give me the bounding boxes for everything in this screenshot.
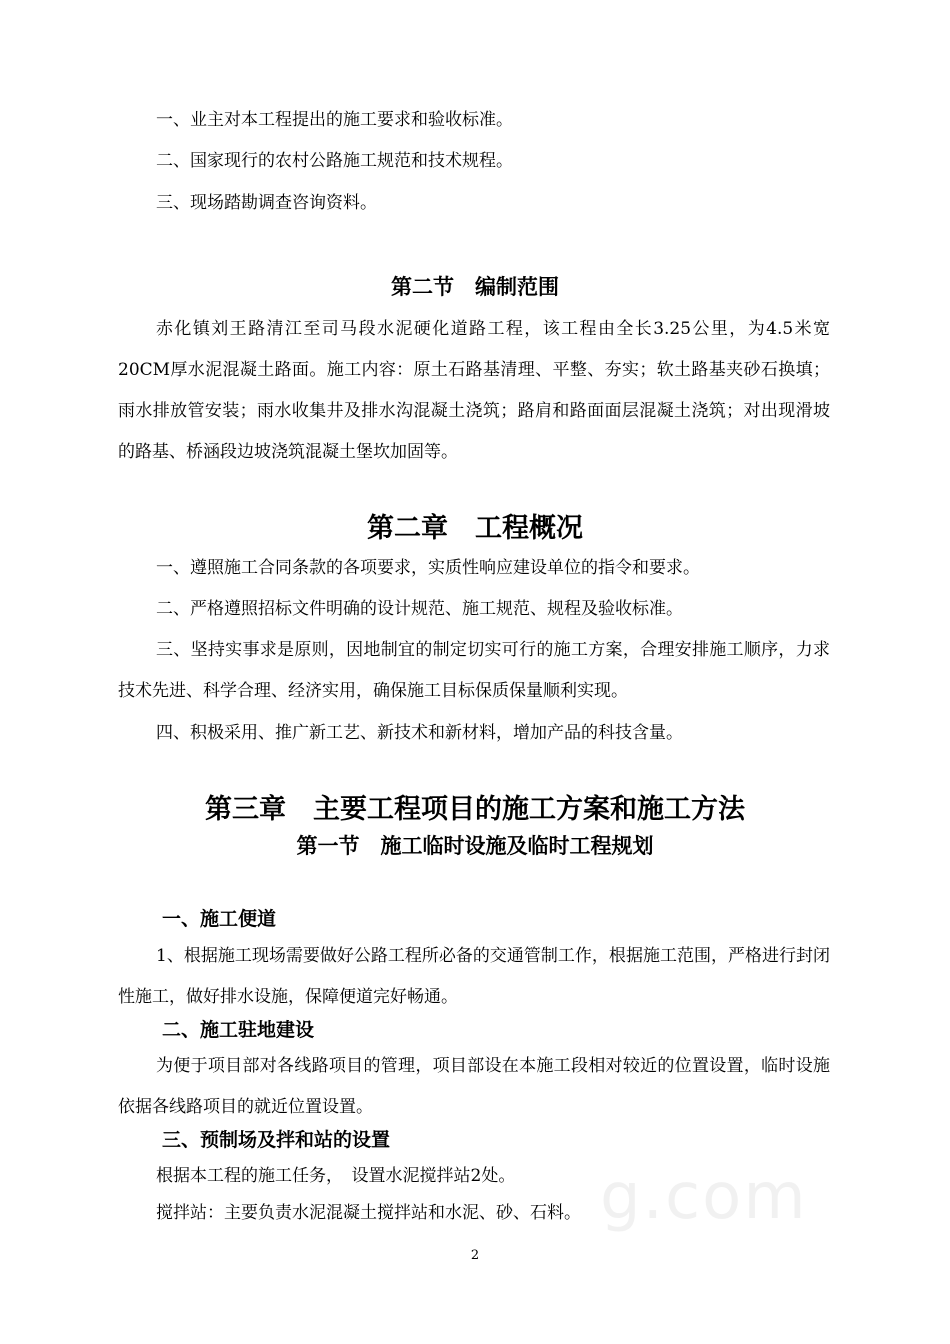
intro-item-1: 一、业主对本工程提出的施工要求和验收标准。 [156,110,513,130]
intro-item-2: 二、国家现行的农村公路施工规范和技术规程。 [156,151,513,171]
mixing-station-body-2: 搅拌站：主要负责水泥混凝土搅拌站和水泥、砂、石料。 [156,1203,581,1223]
page-number: 2 [470,1248,480,1263]
site-camp-body: 为便于项目部对各线路项目的管理，项目部设在本施工段相对较近的位置设置，临时设施依据各线路项目的就近位置设置。 [118,1056,830,1117]
chapter-3-heading: 第三章 主要工程项目的施工方案和施工方法 [205,794,745,825]
chapter-3-section-1-heading: 第一节 施工临时设施及临时工程规划 [296,834,654,858]
chapter-2-item-3: 三、坚持实事求是原则，因地制宜的制定切实可行的施工方案，合理安排施工顺序，力求技术先进、科学合理、经济实用，确保施工目标保质保量顺利实现。 [118,640,830,701]
section-2-body: 赤化镇刘王路清江至司马段水泥硬化道路工程，该工程由全长3.25公里，为4.5米宽20CM厚水泥混凝土路面。施工内容：原土石路基清理、平整、夯实；软土路基夹砂石换填；雨水排放管安装；雨水收集井及排水沟混凝土浇筑；路肩和路面面层混凝土浇筑；对出现滑坡的路基、桥涵段边坡浇筑混凝土堡坎加固等。 [118,319,830,462]
chapter-2-item-1: 一、遵照施工合同条款的各项要求，实质性响应建设单位的指令和要求。 [156,558,700,578]
subheading-mixing-station: 三、预制场及拌和站的设置 [162,1129,391,1151]
intro-item-3: 三、现场踏勘调查咨询资料。 [156,193,377,213]
mixing-station-body-1: 根据本工程的施工任务， 设置水泥搅拌站2处。 [156,1166,516,1186]
watermark-logo: g.com [600,1160,808,1234]
subheading-temporary-road: 一、施工便道 [162,908,277,930]
section-2-heading: 第二节 编制范围 [391,275,559,299]
temporary-road-body: 1、根据施工现场需要做好公路工程所必备的交通管制工作，根据施工范围，严格进行封闭性施工，做好排水设施，保障便道完好畅通。 [118,946,830,1007]
chapter-2-item-2: 二、严格遵照招标文件明确的设计规范、施工规范、规程及验收标准。 [156,599,683,619]
subheading-site-camp: 二、施工驻地建设 [162,1019,315,1041]
chapter-2-heading: 第二章 工程概况 [367,513,583,544]
chapter-2-item-4: 四、积极采用、推广新工艺、新技术和新材料，增加产品的科技含量。 [156,723,683,743]
